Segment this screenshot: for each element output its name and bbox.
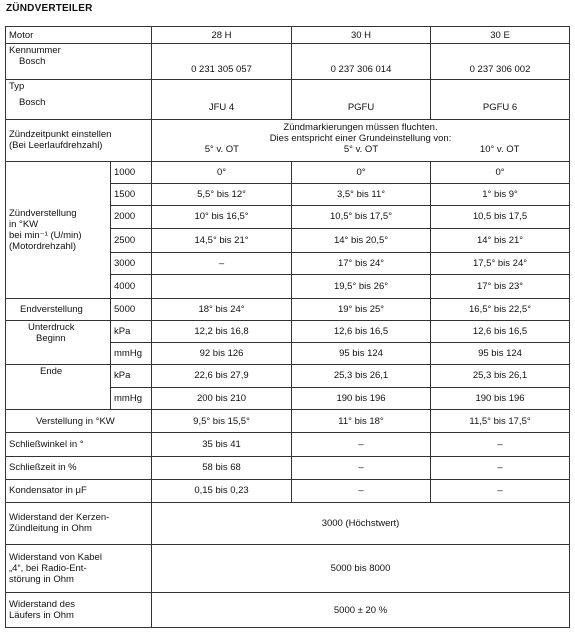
- row-schliesswinkel: [6, 433, 570, 456]
- row-schliesszeit: [6, 456, 570, 479]
- zuendzeitpunkt-value-3: 10° v. OT: [479, 144, 520, 156]
- widerstand-laeufer-label: [6, 593, 152, 628]
- widerstand-kerzen-value: 3000 (Höchstwert): [152, 503, 570, 545]
- zuendzeitpunkt-values: [152, 120, 570, 162]
- widerstand-kabel-value: 5000 bis 8000: [152, 544, 570, 593]
- kondensator-value-2: –: [292, 479, 431, 502]
- unterdruck-value: 92 bis 126: [152, 343, 292, 365]
- unterdruck-beginn-label: [6, 320, 111, 365]
- zuendverstellung-value: 14° bis 21°: [431, 228, 570, 252]
- schliesszeit-value-2: –: [292, 456, 431, 479]
- zuendverstellung-value: 3,5° bis 11°: [292, 184, 431, 206]
- verstellung-value-1: 9,5° bis 15,5°: [152, 409, 292, 432]
- zuendverstellung-label: [6, 161, 111, 298]
- row-verstellung: [6, 409, 570, 432]
- specifications-table: [5, 26, 570, 628]
- unterdruck-value: 12,2 bis 16,8: [152, 320, 292, 342]
- typ-label-line2: Bosch: [19, 96, 46, 108]
- zuendverstellung-value: –: [152, 252, 292, 274]
- unterdruck-value: 95 bis 124: [431, 343, 570, 365]
- widerstand-kerzen-label: [6, 503, 152, 545]
- widerstand-laeufer-label-line2: Läufers in Ohm: [9, 610, 74, 622]
- verstellung-value-2: 11° bis 18°: [292, 409, 431, 432]
- row-kondensator: [6, 479, 570, 502]
- kondensator-label: Kondensator in μF: [6, 479, 152, 502]
- zuendverstellung-value: 0°: [431, 161, 570, 183]
- widerstand-kabel-label: [6, 544, 152, 593]
- widerstand-kabel-label-line2: „4“, bei Radio-Ent-: [9, 562, 87, 574]
- widerstand-kabel-label-line3: störung in Ohm: [9, 573, 74, 585]
- zuendverstellung-value: 19,5° bis 26°: [292, 275, 431, 298]
- ende-label: Ende: [6, 365, 111, 410]
- zuendzeitpunkt-label-line1: Zündzeitpunkt einstellen: [9, 129, 112, 141]
- rpm-label: 1000: [111, 161, 152, 183]
- widerstand-kerzen-label-line2: Zündleitung in Ohm: [9, 523, 92, 535]
- motor-col-2: 30 H: [292, 27, 431, 44]
- unit-label: kPa: [111, 320, 152, 342]
- verstellung-label: Verstellung in °KW: [6, 409, 152, 432]
- zuendverstellung-value: 5,5° bis 12°: [152, 184, 292, 206]
- zuendzeitpunkt-value-1: 5° v. OT: [204, 144, 239, 156]
- row-rpm-1000: [6, 161, 570, 183]
- zuendzeitpunkt-note-line2: Dies entspricht einer Grundeinstellung von:: [269, 133, 452, 145]
- unit-label: mmHg: [111, 343, 152, 365]
- kennummer-label: [6, 44, 152, 79]
- row-motor: [6, 27, 570, 44]
- zuendzeitpunkt-value-row: [152, 144, 569, 155]
- zuendverstellung-label-line4: (Motordrehzahl): [9, 240, 77, 252]
- schliesswinkel-label: Schließwinkel in °: [6, 433, 152, 456]
- kennummer-label-line2: Bosch: [19, 56, 46, 68]
- schliesswinkel-value-3: –: [431, 433, 570, 456]
- zuendverstellung-value: 1° bis 9°: [431, 184, 570, 206]
- kennummer-value-1: 0 231 305 057: [152, 44, 292, 79]
- unterdruck-value: 22,6 bis 27,9: [152, 365, 292, 387]
- rpm-label: 3000: [111, 252, 152, 274]
- motor-label: Motor: [6, 27, 152, 44]
- schliesszeit-value-1: 58 bis 68: [152, 456, 292, 479]
- unit-label: kPa: [111, 365, 152, 387]
- rpm-label: 1500: [111, 184, 152, 206]
- document-title: ZÜNDVERTEILER: [6, 3, 93, 14]
- widerstand-laeufer-label-line1: Widerstand des: [9, 599, 76, 611]
- endverstellung-value-1: 18° bis 24°: [152, 298, 292, 320]
- unterdruck-value: 200 bis 210: [152, 387, 292, 409]
- kennummer-value-3: 0 237 306 002: [431, 44, 570, 79]
- typ-label-line1: Typ: [9, 80, 25, 92]
- unit-label: mmHg: [111, 387, 152, 409]
- zuendverstellung-value: 10,5° bis 17,5°: [292, 206, 431, 228]
- beginn-label: Beginn: [36, 332, 66, 344]
- endverstellung-value-2: 19° bis 25°: [292, 298, 431, 320]
- unterdruck-label: Unterdruck: [28, 321, 75, 333]
- row-widerstand-kabel: [6, 544, 570, 593]
- row-widerstand-laeufer: [6, 593, 570, 628]
- rpm-label: 2000: [111, 206, 152, 228]
- schliesszeit-label: Schließzeit in %: [6, 456, 152, 479]
- zuendverstellung-value: 17,5° bis 24°: [431, 252, 570, 274]
- schliesswinkel-value-1: 35 bis 41: [152, 433, 292, 456]
- zuendverstellung-value: 0°: [292, 161, 431, 183]
- unterdruck-value: 95 bis 124: [292, 343, 431, 365]
- row-zuendzeitpunkt: [6, 120, 570, 162]
- rpm-label: 2500: [111, 228, 152, 252]
- typ-value-2: PGFU: [292, 79, 431, 120]
- row-unterdruck-ende-kpa: [6, 365, 570, 387]
- unterdruck-value: 25,3 bis 26,1: [431, 365, 570, 387]
- zuendzeitpunkt-value-2: 5° v. OT: [343, 144, 379, 156]
- typ-value-1: JFU 4: [152, 79, 292, 120]
- zuendverstellung-value: 14,5° bis 21°: [152, 228, 292, 252]
- widerstand-kerzen-label-line1: Widerstand der Kerzen-: [9, 512, 110, 524]
- unterdruck-value: 12,6 bis 16,5: [292, 320, 431, 342]
- zuendverstellung-value: [152, 275, 292, 298]
- row-widerstand-kerzen: [6, 503, 570, 545]
- kennummer-label-line1: Kennummer: [9, 45, 61, 57]
- schliesszeit-value-3: –: [431, 456, 570, 479]
- zuendzeitpunkt-note-line1: Zündmarkierungen müssen fluchten.: [283, 122, 438, 134]
- zuendverstellung-label-line2: in °KW: [9, 218, 39, 230]
- rpm-label: 4000: [111, 275, 152, 298]
- row-typ: [6, 79, 570, 120]
- endverstellung-label: Endverstellung: [6, 298, 111, 320]
- verstellung-value-3: 11,5° bis 17,5°: [431, 409, 570, 432]
- zuendverstellung-label-line1: Zündverstellung: [9, 207, 77, 219]
- zuendzeitpunkt-label-line2: (Bei Leerlaufdrehzahl): [9, 140, 103, 152]
- zuendverstellung-value: 0°: [152, 161, 292, 183]
- unterdruck-value: 190 bis 196: [292, 387, 431, 409]
- zuendverstellung-value: 17° bis 23°: [431, 275, 570, 298]
- widerstand-laeufer-value: 5000 ± 20 %: [152, 593, 570, 628]
- row-endverstellung: [6, 298, 570, 320]
- zuendverstellung-label-line3: bei min⁻¹ (U/min): [9, 229, 82, 241]
- row-unterdruck-beginn-kpa: [6, 320, 570, 342]
- kondensator-value-1: 0,15 bis 0,23: [152, 479, 292, 502]
- endverstellung-value-3: 16,5° bis 22,5°: [431, 298, 570, 320]
- unterdruck-value: 25,3 bis 26,1: [292, 365, 431, 387]
- unterdruck-value: 12,6 bis 16,5: [431, 320, 570, 342]
- typ-value-3: PGFU 6: [431, 79, 570, 120]
- widerstand-kabel-label-line1: Widerstand von Kabel: [9, 551, 102, 563]
- unterdruck-value: 190 bis 196: [431, 387, 570, 409]
- schliesswinkel-value-2: –: [292, 433, 431, 456]
- zuendverstellung-value: 17° bis 24°: [292, 252, 431, 274]
- zuendzeitpunkt-label: [6, 120, 152, 162]
- zuendverstellung-value: 14° bis 20,5°: [292, 228, 431, 252]
- kennummer-value-2: 0 237 306 014: [292, 44, 431, 79]
- typ-label: [6, 79, 152, 120]
- rpm-label: 5000: [111, 298, 152, 320]
- kondensator-value-3: –: [431, 479, 570, 502]
- motor-col-1: 28 H: [152, 27, 292, 44]
- zuendverstellung-value: 10,5 bis 17,5: [431, 206, 570, 228]
- motor-col-3: 30 E: [431, 27, 570, 44]
- row-kennummer: [6, 44, 570, 79]
- zuendverstellung-value: 10° bis 16,5°: [152, 206, 292, 228]
